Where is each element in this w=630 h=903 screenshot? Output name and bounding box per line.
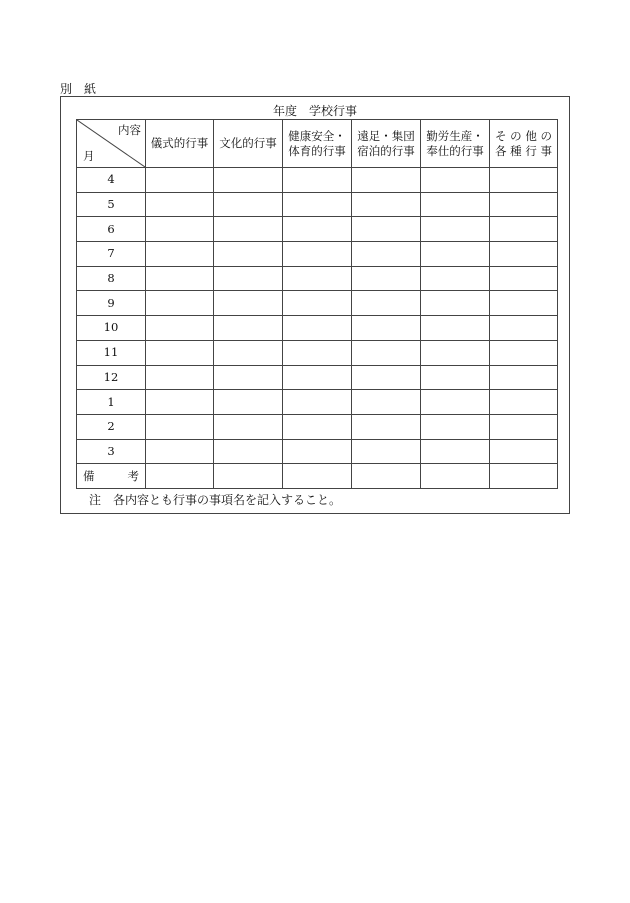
entry-cell [490, 192, 558, 217]
entry-cell [421, 316, 490, 341]
table-row [77, 291, 558, 316]
column-header-line1: 儀式的行事 [150, 136, 209, 150]
entry-cell [490, 340, 558, 365]
column-header-health-safety [283, 120, 352, 168]
entry-cell [283, 390, 352, 415]
column-header-cultural [214, 120, 283, 168]
entry-cell [490, 414, 558, 439]
remarks-label-cell [77, 464, 146, 489]
entry-cell [214, 168, 283, 193]
entry-cell [214, 192, 283, 217]
table-row [77, 439, 558, 464]
month-cell: 4 [77, 168, 146, 193]
column-header-line1: 健康安全・ [288, 128, 346, 143]
entry-cell [490, 390, 558, 415]
month-cell: 5 [77, 192, 146, 217]
entry-cell [421, 168, 490, 193]
attachment-label: 別 紙 [60, 82, 97, 96]
entry-cell [421, 242, 490, 267]
entry-cell [214, 242, 283, 267]
table-row [77, 365, 558, 390]
entry-cell [352, 464, 421, 489]
month-cell: 1 [77, 390, 146, 415]
column-header-line2: 各 種 行 事 [495, 143, 552, 158]
entry-cell [352, 291, 421, 316]
column-header-line1: 勤労生産・ [426, 128, 484, 143]
entry-cell [146, 266, 214, 291]
entry-cell [146, 217, 214, 242]
table-row [77, 390, 558, 415]
entry-cell [214, 365, 283, 390]
month-cell: 8 [77, 266, 146, 291]
month-cell: 11 [77, 340, 146, 365]
entry-cell [352, 217, 421, 242]
column-header-line2: 宿泊的行事 [357, 143, 415, 158]
header-row [77, 120, 558, 168]
column-header-excursion [352, 120, 421, 168]
entry-cell [352, 414, 421, 439]
entry-cell [283, 192, 352, 217]
footnote: 注 各内容とも行事の事項名を記入すること。 [89, 493, 342, 507]
entry-cell [421, 192, 490, 217]
month-cell: 9 [77, 291, 146, 316]
entry-cell [146, 390, 214, 415]
entry-cell [283, 464, 352, 489]
entry-cell [352, 266, 421, 291]
entry-cell [146, 340, 214, 365]
entry-cell [490, 439, 558, 464]
column-header-line1: 遠足・集団 [357, 128, 415, 143]
table-row [77, 266, 558, 291]
entry-cell [214, 291, 283, 316]
entry-cell [490, 365, 558, 390]
entry-cell [214, 439, 283, 464]
entry-cell [490, 242, 558, 267]
table-row [77, 316, 558, 341]
column-header-line1: 文化的行事 [219, 136, 277, 150]
column-header-line1: そ の 他 の [495, 128, 552, 143]
table-row [77, 192, 558, 217]
month-cell: 3 [77, 439, 146, 464]
entry-cell [146, 192, 214, 217]
column-header-labor-service [421, 120, 490, 168]
column-header-line2: 体育的行事 [288, 143, 346, 158]
entry-cell [283, 439, 352, 464]
corner-label-month: 月 [83, 149, 95, 163]
form-frame [60, 96, 570, 514]
entry-cell [146, 414, 214, 439]
entry-cell [146, 365, 214, 390]
month-cell: 2 [77, 414, 146, 439]
entry-cell [146, 291, 214, 316]
entry-cell [490, 168, 558, 193]
entry-cell [214, 217, 283, 242]
entry-cell [146, 316, 214, 341]
remarks-row [77, 464, 558, 489]
entry-cell [421, 266, 490, 291]
entry-cell [490, 464, 558, 489]
corner-header-cell [77, 120, 146, 168]
entry-cell [283, 365, 352, 390]
entry-cell [283, 168, 352, 193]
entry-cell [214, 266, 283, 291]
entry-cell [283, 340, 352, 365]
entry-cell [352, 390, 421, 415]
entry-cell [490, 291, 558, 316]
entry-cell [490, 316, 558, 341]
entry-cell [421, 365, 490, 390]
entry-cell [146, 168, 214, 193]
entry-cell [352, 365, 421, 390]
table-row [77, 340, 558, 365]
entry-cell [146, 242, 214, 267]
entry-cell [490, 266, 558, 291]
month-cell: 6 [77, 217, 146, 242]
table-row [77, 168, 558, 193]
corner-label-content: 内容 [118, 123, 141, 137]
entry-cell [490, 217, 558, 242]
entry-cell [352, 168, 421, 193]
entry-cell [352, 242, 421, 267]
remarks-label-right: 考 [127, 468, 139, 483]
entry-cell [214, 316, 283, 341]
entry-cell [283, 266, 352, 291]
entry-cell [214, 464, 283, 489]
entry-cell [214, 340, 283, 365]
table-row [77, 414, 558, 439]
entry-cell [352, 439, 421, 464]
remarks-label-left: 備 [83, 468, 95, 483]
entry-cell [352, 340, 421, 365]
entry-cell [146, 439, 214, 464]
entry-cell [352, 316, 421, 341]
entry-cell [214, 390, 283, 415]
entry-cell [283, 217, 352, 242]
column-header-other [490, 120, 558, 168]
month-cell: 7 [77, 242, 146, 267]
entry-cell [421, 414, 490, 439]
entry-cell [421, 217, 490, 242]
entry-cell [421, 439, 490, 464]
document-title: 年度 学校行事 [272, 104, 357, 118]
school-events-table [76, 119, 558, 489]
entry-cell [214, 414, 283, 439]
entry-cell [421, 464, 490, 489]
entry-cell [283, 316, 352, 341]
entry-cell [352, 192, 421, 217]
column-header-line2: 奉仕的行事 [426, 143, 484, 158]
entry-cell [283, 414, 352, 439]
entry-cell [421, 390, 490, 415]
table-row [77, 242, 558, 267]
entry-cell [146, 464, 214, 489]
table-row [77, 217, 558, 242]
entry-cell [283, 291, 352, 316]
entry-cell [421, 291, 490, 316]
entry-cell [421, 340, 490, 365]
month-cell: 10 [77, 316, 146, 341]
month-cell: 12 [77, 365, 146, 390]
column-header-ceremonial [146, 120, 214, 168]
entry-cell [283, 242, 352, 267]
